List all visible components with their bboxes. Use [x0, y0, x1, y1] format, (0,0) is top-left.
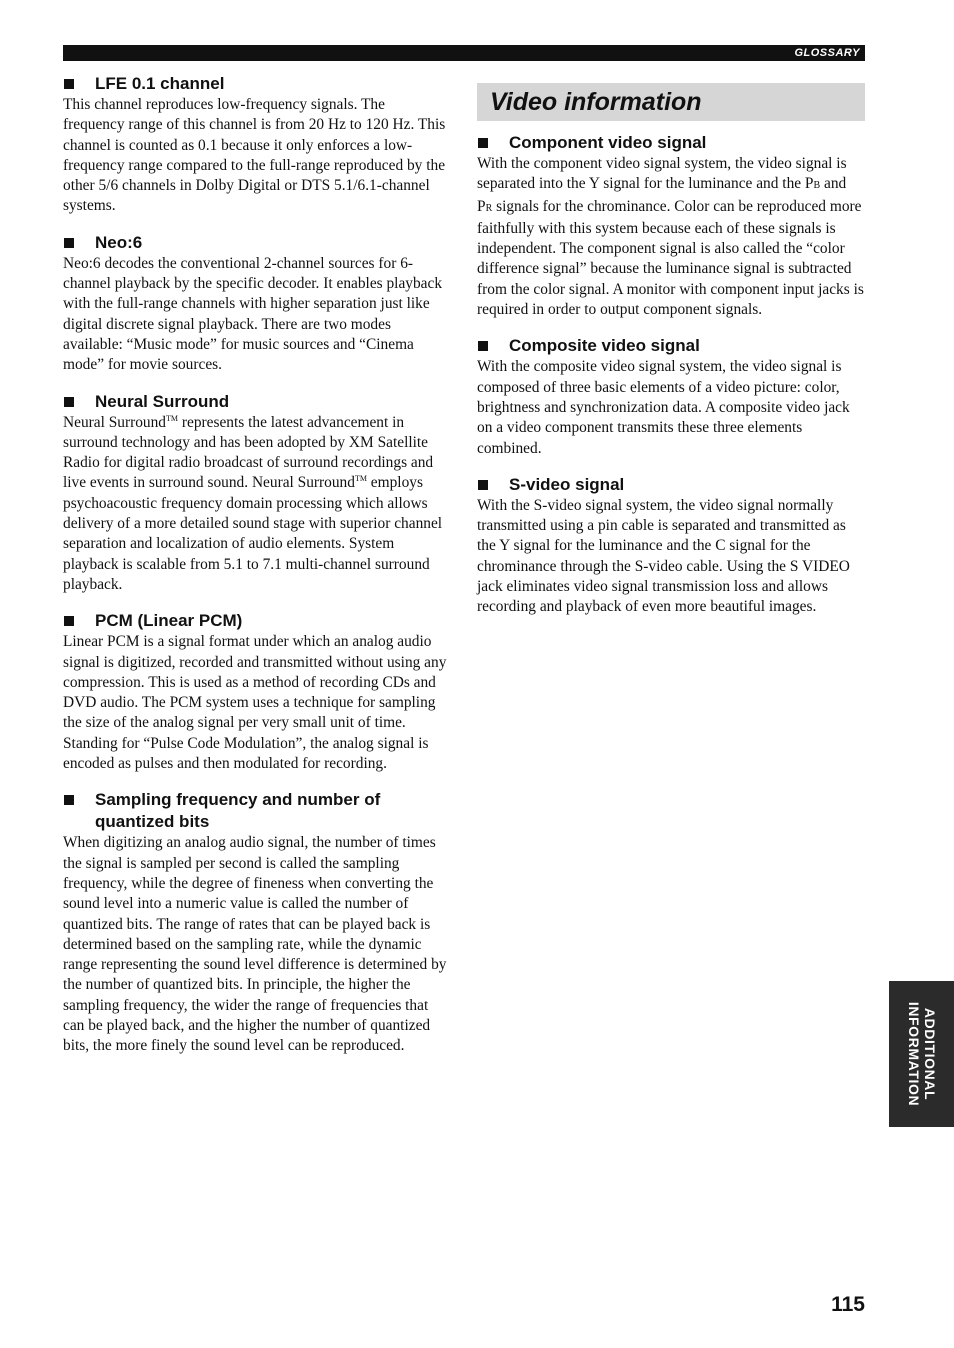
section-sampling-frequency: [63, 787, 450, 1056]
section-s-video: [477, 472, 865, 618]
square-bullet-icon: [478, 341, 488, 351]
section-title: S-video signal: [509, 474, 625, 494]
section-lfe: [63, 71, 450, 217]
section-heading: [477, 333, 865, 357]
section-heading: [477, 472, 865, 496]
header-bar: [63, 45, 865, 61]
square-bullet-icon: [64, 397, 74, 407]
trademark-mark: TM: [354, 474, 367, 484]
section-body: When digitizing an analog audio signal, the number of times the signal is sampled per second is called the sampling frequency, while the degree of fineness when converting the sound level into a numeric value is called the number of quantized bits. The range of rates that can be played back is determined based on the sampling rate, while the dynamic range representing the sound level difference is determined by the number of quantized bits. In principle, the higher the sampling frequency, the wider the range of frequencies that can be played back, and the higher the number of quantized bits, the more finely the sound level can be reproduced.: [63, 834, 447, 1055]
section-component-video: [477, 130, 865, 320]
trademark-mark: TM: [166, 413, 179, 423]
section-heading: [63, 608, 450, 632]
side-tab-label: ADDITIONAL INFORMATION: [906, 1001, 938, 1107]
header-label: GLOSSARY: [794, 47, 860, 59]
section-title: Component video signal: [509, 133, 707, 152]
section-composite-video: [477, 333, 865, 458]
section-neural-surround: [63, 389, 450, 596]
section-title: Neo:6: [95, 232, 143, 252]
section-title: Neural Surround: [95, 391, 230, 411]
section-title: Sampling frequency and number of quantized bits: [95, 790, 381, 832]
section-heading: [63, 389, 450, 413]
video-information-heading: Video information: [477, 83, 865, 121]
section-body: With the S-video signal system, the video signal normally transmitted using a pin cable is separated and transmitted as the Y signal for the luminance and the C signal for the chrominance through the S-video cable. Using the S VIDEO jack eliminates video signal transmission loss and allows recording and playback of even more beautiful images.: [477, 496, 850, 616]
square-bullet-icon: [64, 79, 74, 89]
square-bullet-icon: [64, 795, 74, 805]
section-body: Neural Surround™ represents the latest advancement in surround technology and has been adopted by XM Satellite Radio for digital radio broadcast of surround recordings and live events in surround sound. Neural Surround™ employs psychoacoustic frequency domain processing which allows delivery of a more detailed sound stage with superior channel separation and localization of audio elements. System playback is scalable from 5.1 to 7.1 multi-channel surround playback.: [63, 413, 443, 593]
section-body: This channel reproduces low-frequency signals. The frequency range of this channel is from 20 Hz to 120 Hz. This channel is counted as 0.1 because it only enforces a low-frequency range compared to the full-range reproduced by the other 5/6 channels in Dolby Digital or DTS 5.1/6.1-channel systems.: [63, 96, 446, 215]
section-body: Linear PCM is a signal format under which an analog audio signal is digitized, recorded and transmitted without using any compression. This is used as a method of recording CDs and DVD audio. The PCM system uses a technique for sampling the size of the analog signal per very small unit of time. Standing for “Pulse Code Modulation”, the analog signal is encoded as pulses and then modulated for recording.: [63, 633, 447, 773]
side-tab-additional-information: [889, 981, 954, 1127]
section-title: LFE 0.1 channel: [95, 74, 225, 93]
square-bullet-icon: [64, 238, 74, 248]
square-bullet-icon: [64, 616, 74, 626]
square-bullet-icon: [478, 138, 488, 148]
section-title: PCM (Linear PCM): [95, 611, 243, 631]
section-body: Neo:6 decodes the conventional 2-channel sources for 6-channel playback by the specific decoder. It enables playback with the full-range channels with higher separation just like digital discrete signal playback. There are two modes available: “Music mode” for music sources and “Cinema mode” for movie sources.: [63, 254, 443, 374]
section-heading: [63, 230, 450, 254]
section-body: With the component video signal system, the video signal is separated into the Y signal for the luminance and the PB and PR signals for the chrominance. Color can be reproduced more faithfully with this system because each of these signals is independent. The component signal is also called the “color difference signal” because the luminance signal is subtracted from the color signal. A monitor with component input jacks is required in order to output component signals.: [477, 155, 864, 319]
square-bullet-icon: [478, 480, 488, 490]
section-body: With the composite video signal system, the video signal is composed of three basic elements of a video picture: color, brightness and synchronization data. A composite video jack on a video component transmits these three elements combined.: [477, 358, 850, 457]
right-column: [477, 71, 865, 631]
section-neo6: [63, 230, 450, 376]
page-number: 115: [831, 1293, 865, 1316]
section-title: Composite video signal: [509, 336, 700, 356]
section-heading: [477, 130, 865, 154]
section-heading: [63, 787, 450, 833]
section-pcm: [63, 608, 450, 774]
section-heading: [63, 71, 450, 95]
left-column: [63, 71, 450, 1070]
